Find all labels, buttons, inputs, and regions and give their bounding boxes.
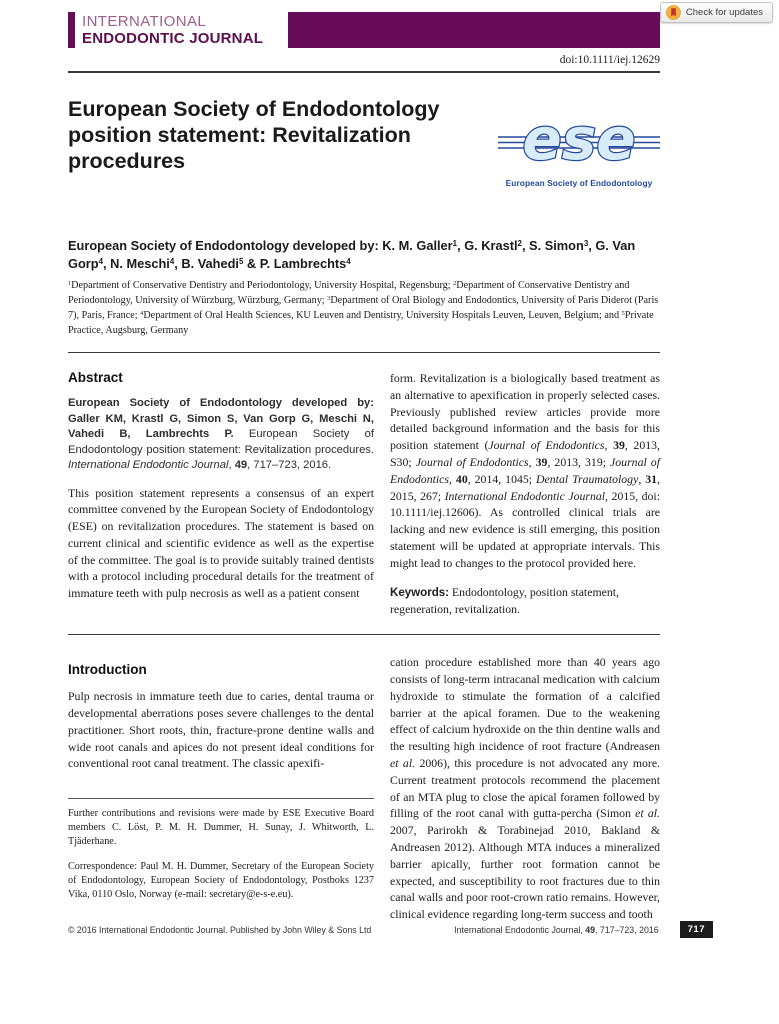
- journal-masthead: [68, 12, 660, 48]
- abstract-citation: European Society of Endodontology developed by: Galler KM, Krastl G, Simon S, Van Gorp G, Meschi N, Vahedi B, Lambrechts P. European Society of Endodontology position statement: Revitalization procedures. International Endodontic Journal, 49, 717–723, 2016.: [68, 397, 374, 471]
- journal-wordmark: [82, 12, 288, 48]
- check-for-updates-button[interactable]: [660, 2, 773, 23]
- crossmark-icon: [666, 5, 681, 20]
- journal-name-line1: INTERNATIONAL: [82, 13, 207, 30]
- masthead-brand-block: [288, 12, 660, 48]
- ese-logo-caption: European Society of Endodontology: [505, 178, 653, 188]
- page-footer: [68, 921, 713, 938]
- contributors-footnote: Further contributions and revisions were made by ESE Executive Board members C. Löst, P. M. H. Dummer, H. Sunay, J. Whitworth, L. Tjäderhane.: [68, 808, 374, 848]
- abstract-paragraph-left: This position statement represents a consensus of an expert committee convened by the European Society of Endodontology (ESE) on revitalization procedures. The statement is based on current clinical and scientific evidence as well as the expertise of the committee. The goal is to provide suitably trained dentists with a protocol including procedural details for the treatment of immature teeth with pulp necrosis as well as a patient consent: [68, 485, 374, 601]
- copyright-notice: © 2016 International Endodontic Journal. Published by John Wiley & Sons Ltd: [68, 924, 372, 935]
- correspondence-footnote: Correspondence: Paul M. H. Dummer, Secretary of the European Society of Endodontology, European Society of Endodontology, Postboks 1237 Vika, 0110 Oslo, Norway (e-mail: secretary@e-s-e.eu).: [68, 861, 374, 901]
- affiliations: $^1$Department of Conservative Dentistry and Periodontology, University Hospital, Regensburg; $^2$Department of Conservative Dentistry and Periodontology, University of Würzburg, Würzburg, Germany; $^3$Department of Oral Biology and Endodontics, University of Paris Diderot (Paris 7), Paris, France; $^4$Department of Oral Health Sciences, KU Leuven and Dentistry, University Hospitals Leuven, Leuven, Belgium; and $^5$Private Practice, Augsburg, Germany: [68, 279, 659, 336]
- ese-monogram-icon: [498, 99, 660, 171]
- introduction-heading: Introduction: [68, 662, 147, 678]
- ese-society-logo: [498, 96, 660, 188]
- masthead-accent-bar: [68, 12, 75, 48]
- footer-citation: International Endodontic Journal, 49, 717–723, 2016: [454, 924, 659, 935]
- check-for-updates-label: Check for updates: [685, 7, 763, 18]
- footnote-rule: [68, 798, 374, 799]
- doi: doi:10.1111/iej.12629: [559, 54, 660, 66]
- abstract-section: [68, 353, 660, 618]
- keywords: Keywords: Endodontology, position statement, regeneration, revitalization.: [390, 584, 619, 617]
- introduction-paragraph-right: cation procedure established more than 40 years ago consists of long-term intracanal medication with calcium hydroxide to stimulate the formation of a calcified barrier at the apical foramen. Due to the weakening effect of calcium hydroxide on the thin dentine walls and the resulting high incidence of root fracture (Andreasen et al. 2006), this procedure is not advocated any more. Current treatment protocols recommend the placement of an MTA plug to close the apical foramen followed by filling of the root canal with gutta-percha (Simon et al. 2007, Parirokh & Torabinejad 2010, Bakland & Andreasen 2012). Although MTA induces a mineralized barrier apically, further root formation cannot be expected, and susceptibility to root fractures due to thin canal walls and poor root-crown ratio remains. However, clinical evidence regarding long-term success and tooth: [390, 655, 661, 922]
- page-number: 717: [680, 921, 713, 938]
- svg-text:ese: ese: [522, 105, 636, 171]
- article-title: European Society of Endodontology position statement: Revitalization procedures: [68, 97, 440, 173]
- journal-name-line2: ENDODONTIC JOURNAL: [82, 30, 264, 47]
- introduction-section: [68, 635, 660, 923]
- author-list: European Society of Endodontology developed by: K. M. Galler$^1$, G. Krastl$^2$, S. Simon$^3$, G. Van Gorp$^4$, N. Meschi$^4$, B. Vahedi$^5$ & P. Lambrechts$^4$: [68, 238, 636, 271]
- abstract-paragraph-right: form. Revitalization is a biologically based treatment as an alternative to apexification in properly selected cases. Previously published review articles provide more detailed background information and the basis for this position statement (Journal of Endodontics, 39, 2013, S30; Journal of Endodontics, 39, 2013, 319; Journal of Endodontics, 40, 2014, 1045; Dental Traumatology, 31, 2015, 267; International Endodontic Journal, 2015, doi: 10.1111/iej.12606). As controlled clinical trials are lacking and new evidence is still emerging, this position statement will be updated at appropriate intervals. This might lead to changes to the protocol provided here.: [390, 371, 661, 570]
- abstract-heading: Abstract: [68, 370, 123, 385]
- header-rule: [68, 71, 660, 73]
- introduction-paragraph-left: Pulp necrosis in immature teeth due to caries, dental trauma or developmental aberrations poses severe challenges to the dental practitioner. Short roots, thin, fracture-prone dentine walls and wide root canals and apices do not present ideal conditions for conventional root canal treatment. The classic apexifi-: [68, 689, 374, 771]
